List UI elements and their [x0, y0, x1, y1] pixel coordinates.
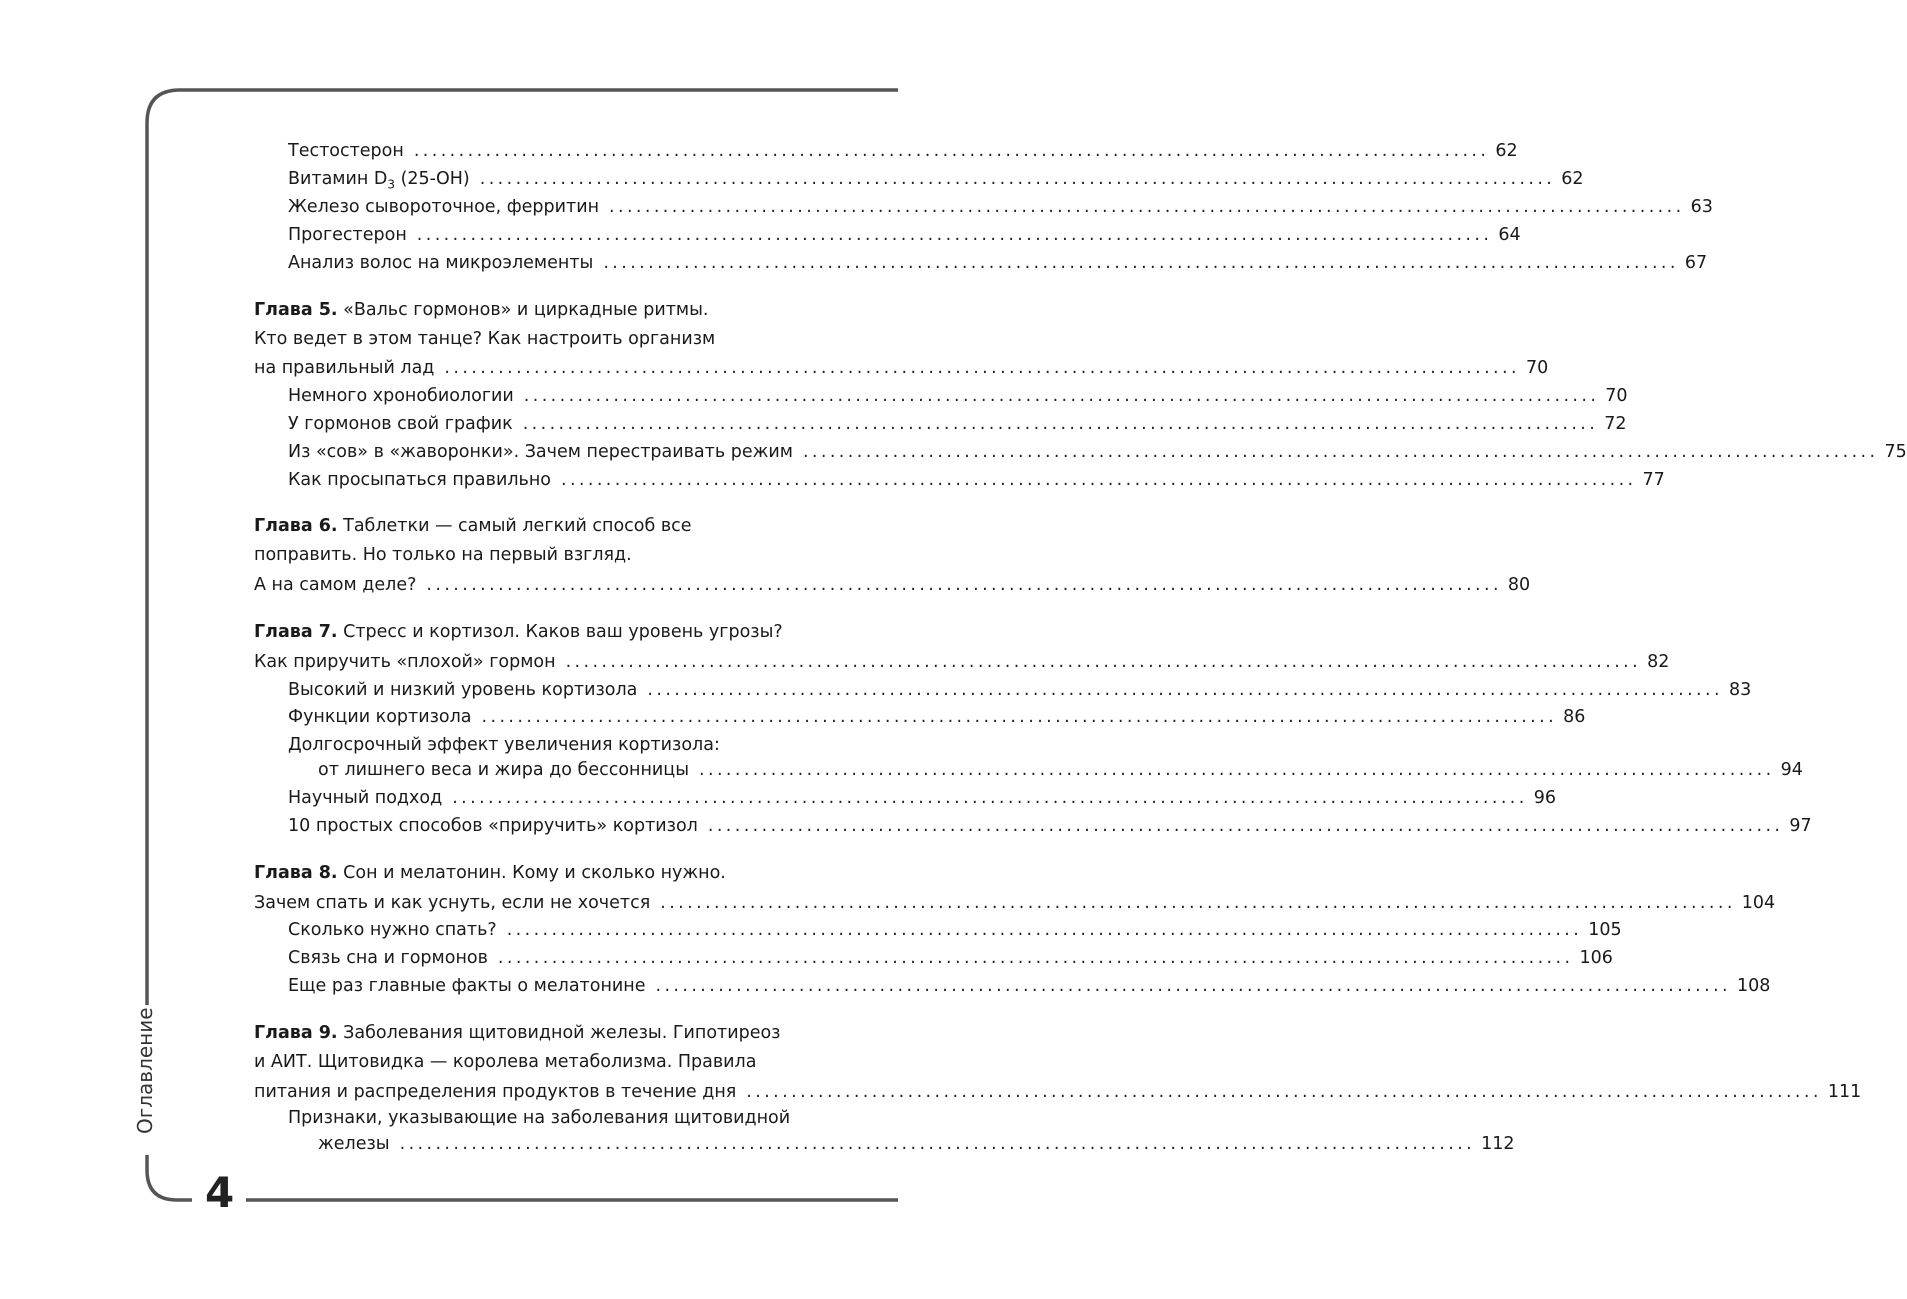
- leader-dots: ........................................................................................................................: [497, 948, 1574, 968]
- leader-dots: ........................................................................................................................: [399, 1134, 1476, 1154]
- page-ref: 97: [1789, 816, 1812, 836]
- page-ref: 62: [1495, 141, 1518, 161]
- page-ref: 63: [1690, 197, 1713, 217]
- page-ref: 111: [1827, 1082, 1862, 1102]
- chapter-6-heading[interactable]: Глава 6. Таблетки — самый легкий способ все: [254, 516, 692, 536]
- page-ref: 70: [1525, 358, 1549, 378]
- toc-entry[interactable]: железы ........................................................................................................................ 112: [318, 1129, 840, 1159]
- page-ref: 64: [1498, 225, 1521, 245]
- chapter-7-heading[interactable]: Глава 7. Стресс и кортизол. Каков ваш уровень угрозы?: [254, 622, 783, 642]
- toc-entry[interactable]: питания и распределения продуктов в течение дня ........................................................................................................................ 111: [254, 1077, 840, 1107]
- page-ref: 108: [1737, 976, 1771, 996]
- page-ref: 105: [1588, 920, 1622, 940]
- toc-entry-line[interactable]: Признаки, указывающие на заболевания щитовидной: [288, 1108, 791, 1128]
- leader-dots: ........................................................................................................................: [707, 816, 1784, 836]
- side-label-text: Оглавление: [133, 1007, 157, 1134]
- page-ref: 77: [1642, 470, 1665, 490]
- leader-dots: ........................................................................................................................: [522, 414, 1599, 434]
- leader-dots: ........................................................................................................................: [603, 253, 1679, 273]
- page-ref: 62: [1561, 169, 1584, 189]
- page-ref: 106: [1579, 948, 1613, 968]
- page-ref: 67: [1684, 253, 1708, 273]
- toc-entry[interactable]: Высокий и низкий уровень кортизола ........................................................................................................................ 83: [288, 675, 840, 705]
- toc-entry[interactable]: Как приручить «плохой» гормон ........................................................................................................................ 82: [254, 647, 840, 677]
- page-ref: 96: [1533, 788, 1556, 808]
- leader-dots: ........................................................................................................................: [426, 575, 1502, 595]
- leader-dots: ........................................................................................................................: [523, 386, 1600, 406]
- leader-dots: ........................................................................................................................: [413, 141, 1490, 161]
- toc-entry-line[interactable]: Долгосрочный эффект увеличения кортизола:: [288, 735, 720, 755]
- toc-entry[interactable]: от лишнего веса и жира до бессонницы ........................................................................................................................ 94: [318, 755, 840, 785]
- chapter-8-heading[interactable]: Глава 8. Сон и мелатонин. Кому и сколько нужно.: [254, 863, 726, 883]
- leader-dots: ........................................................................................................................: [416, 225, 1493, 245]
- leader-dots: ........................................................................................................................: [609, 197, 1685, 217]
- leader-dots: ........................................................................................................................: [746, 1082, 1822, 1102]
- toc-entry[interactable]: Функции кортизола ........................................................................................................................ 86: [288, 702, 840, 732]
- toc-entry[interactable]: на правильный лад ........................................................................................................................ 70: [254, 353, 840, 383]
- chapter-5-heading[interactable]: Глава 5. «Вальс гормонов» и циркадные ритмы.: [254, 300, 709, 320]
- toc-entry[interactable]: Как просыпаться правильно ........................................................................................................................ 77: [288, 465, 840, 495]
- toc-entry[interactable]: А на самом деле? ........................................................................................................................ 80: [254, 570, 840, 600]
- leader-dots: ........................................................................................................................: [479, 169, 1556, 189]
- leader-dots: ........................................................................................................................: [506, 920, 1583, 940]
- page-ref: 82: [1647, 652, 1670, 672]
- leader-dots: ........................................................................................................................: [444, 358, 1520, 378]
- leader-dots: ........................................................................................................................: [452, 788, 1528, 808]
- toc-entry[interactable]: Зачем спать и как уснуть, если не хочется ........................................................................................................................ 104: [254, 888, 840, 918]
- toc-entry[interactable]: Научный подход ........................................................................................................................ 96: [288, 783, 840, 813]
- leader-dots: ........................................................................................................................: [802, 442, 1879, 462]
- page-ref: 104: [1741, 893, 1776, 913]
- toc-entry[interactable]: Связь сна и гормонов ........................................................................................................................ 106: [288, 943, 840, 973]
- toc-entry[interactable]: У гормонов свой график ........................................................................................................................ 72: [288, 409, 840, 439]
- chapter-5-heading-line[interactable]: Кто ведет в этом танце? Как настроить организм: [254, 329, 716, 349]
- leader-dots: ........................................................................................................................: [660, 893, 1736, 913]
- page-ref: 86: [1563, 707, 1586, 727]
- toc-entry[interactable]: Еще раз главные факты о мелатонине ........................................................................................................................ 108: [288, 971, 840, 1001]
- page-ref: 80: [1507, 575, 1531, 595]
- chapter-9-heading-line[interactable]: и АИТ. Щитовидка — королева метаболизма. Правила: [254, 1052, 757, 1072]
- leader-dots: ........................................................................................................................: [560, 470, 1637, 490]
- toc-entry[interactable]: Железо сывороточное, ферритин ........................................................................................................................ 63: [288, 192, 840, 222]
- leader-dots: ........................................................................................................................: [565, 652, 1642, 672]
- page-ref: 83: [1728, 680, 1752, 700]
- leader-dots: ........................................................................................................................: [647, 680, 1723, 700]
- toc-entry[interactable]: Прогестерон ........................................................................................................................ 64: [288, 220, 840, 250]
- chapter-6-heading-line[interactable]: поправить. Но только на первый взгляд.: [254, 545, 632, 565]
- page-ref: 75: [1884, 442, 1907, 462]
- toc-entry[interactable]: Витамин $D_3$ (25-ОН) ........................................................................................................................ 62: [288, 164, 840, 194]
- page-ref: 94: [1780, 760, 1803, 780]
- page-ref: 112: [1481, 1134, 1515, 1154]
- page-ref: 72: [1604, 414, 1627, 434]
- leader-dots: ........................................................................................................................: [481, 707, 1558, 727]
- toc-entry[interactable]: 10 простых способов «приручить» кортизол ........................................................................................................................ 97: [288, 811, 840, 841]
- toc-entry[interactable]: Тестостерон ........................................................................................................................ 62: [288, 136, 840, 166]
- toc-entry[interactable]: Анализ волос на микроэлементы ........................................................................................................................ 67: [288, 248, 840, 278]
- leader-dots: ........................................................................................................................: [655, 976, 1732, 996]
- toc-entry[interactable]: Немного хронобиологии ........................................................................................................................ 70: [288, 381, 840, 411]
- toc-entry[interactable]: Из «сов» в «жаворонки». Зачем перестраивать режим ........................................................................................................................ 75: [288, 437, 840, 467]
- chapter-9-heading[interactable]: Глава 9. Заболевания щитовидной железы. Гипотиреоз: [254, 1023, 781, 1043]
- leader-dots: ........................................................................................................................: [699, 760, 1775, 780]
- toc-entry[interactable]: Сколько нужно спать? ........................................................................................................................ 105: [288, 915, 840, 945]
- page-ref: 70: [1605, 386, 1628, 406]
- frame-border-bottom: [147, 1155, 192, 1200]
- page-number: 4: [205, 1168, 235, 1217]
